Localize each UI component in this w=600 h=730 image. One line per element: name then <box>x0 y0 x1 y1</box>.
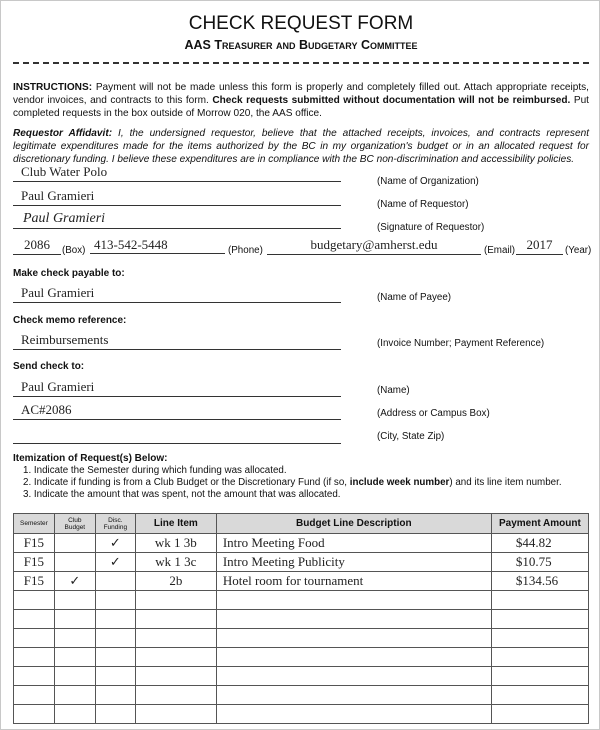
cell-disc-funding[interactable] <box>95 705 135 724</box>
cell-disc-funding[interactable] <box>95 572 135 591</box>
itemization-heading: Itemization of Request(s) Below: <box>13 453 168 464</box>
memo-heading: Check memo reference: <box>13 315 127 326</box>
cell-description[interactable]: Intro Meeting Publicity <box>216 553 491 572</box>
cell-club-budget[interactable] <box>54 629 95 648</box>
cell-amount[interactable] <box>491 667 588 686</box>
memo-field[interactable]: Reimbursements <box>13 332 341 350</box>
payable-heading: Make check payable to: <box>13 268 125 279</box>
cell-disc-funding[interactable] <box>95 686 135 705</box>
cell-line-item[interactable] <box>135 648 216 667</box>
cell-club-budget[interactable] <box>54 553 95 572</box>
box-label: (Box) <box>62 245 86 256</box>
cell-description[interactable] <box>216 648 491 667</box>
cell-line-item[interactable]: wk 1 3c <box>135 553 216 572</box>
itemization-table <box>13 513 589 724</box>
cell-description[interactable] <box>216 610 491 629</box>
year-label: (Year) <box>565 245 592 256</box>
itemization-item-2 <box>23 477 562 488</box>
cell-amount[interactable] <box>491 705 588 724</box>
header-club-budget: Club Budget <box>54 514 95 534</box>
itemization-item-3: 3. Indicate the amount that was spent, not the amount that was allocated. <box>23 489 341 500</box>
cell-club-budget[interactable] <box>54 591 95 610</box>
cell-description[interactable]: Hotel room for tournament <box>216 572 491 591</box>
cell-semester[interactable] <box>14 705 55 724</box>
box-field[interactable]: 2086 <box>13 237 61 255</box>
send-address-label: (Address or Campus Box) <box>377 408 490 419</box>
form-subtitle: AAS Treasurer and Budgetary Committee <box>184 38 418 52</box>
cell-line-item[interactable] <box>135 629 216 648</box>
header-description: Budget Line Description <box>216 514 491 534</box>
send-city-field[interactable] <box>13 425 341 444</box>
cell-semester[interactable] <box>14 591 55 610</box>
cell-semester[interactable]: F15 <box>14 553 55 572</box>
cell-description[interactable] <box>216 629 491 648</box>
send-heading: Send check to: <box>13 361 85 372</box>
signature-label: (Signature of Requestor) <box>377 222 485 233</box>
cell-semester[interactable] <box>14 667 55 686</box>
cell-amount[interactable]: $134.56 <box>491 572 588 591</box>
cell-club-budget[interactable] <box>54 705 95 724</box>
cell-semester[interactable] <box>14 648 55 667</box>
cell-description[interactable] <box>216 705 491 724</box>
cell-amount[interactable] <box>491 610 588 629</box>
cell-line-item[interactable] <box>135 705 216 724</box>
item-2-end: ) and its line item number. <box>449 477 562 488</box>
header-disc-funding: Disc. Funding <box>95 514 135 534</box>
year-field[interactable]: 2017 <box>516 237 563 255</box>
email-label: (Email) <box>484 245 516 256</box>
organization-field[interactable]: Club Water Polo <box>13 164 341 182</box>
phone-field[interactable]: 413-542-5448 <box>90 237 225 254</box>
payee-label: (Name of Payee) <box>377 292 452 303</box>
cell-disc-funding[interactable]: ✓ <box>95 553 135 572</box>
send-name-field[interactable]: Paul Gramieri <box>13 379 341 397</box>
cell-club-budget[interactable] <box>54 610 95 629</box>
table-row <box>14 591 589 610</box>
instructions-text: Payment will not be made unless this form is properly and completely filled out. Attach appropriate receipts, vendor invoices, and contracts to this form. <box>13 82 589 106</box>
cell-disc-funding[interactable] <box>95 648 135 667</box>
cell-amount[interactable]: $10.75 <box>491 553 588 572</box>
table-row <box>14 705 589 724</box>
header-line-item: Line Item <box>135 514 216 534</box>
send-name-label: (Name) <box>377 385 410 396</box>
itemization-item-1: 1. Indicate the Semester during which funding was allocated. <box>23 465 287 476</box>
memo-label: (Invoice Number; Payment Reference) <box>377 338 545 349</box>
organization-label: (Name of Organization) <box>377 176 479 187</box>
instructions <box>13 81 589 120</box>
cell-disc-funding[interactable] <box>95 667 135 686</box>
cell-line-item[interactable]: 2b <box>135 572 216 591</box>
affidavit-text: I, the undersigned requestor, believe that the attached receipts, invoices, and contracts represent legitimate expenditures made for the items authorized by the BC in my organization's budget or in an allocated request for discretionary funding. I believe these expenditures are in compliance with the BC non-discrimination and accessibility policies. <box>13 128 589 165</box>
cell-line-item[interactable] <box>135 610 216 629</box>
payee-field[interactable]: Paul Gramieri <box>13 285 341 303</box>
header-amount: Payment Amount <box>491 514 588 534</box>
send-city-label: (City, State Zip) <box>377 431 445 442</box>
cell-description[interactable] <box>216 591 491 610</box>
instructions-text-end: Put completed requests in the box outside of Morrow 020, the AAS office. <box>13 95 589 119</box>
send-address-field[interactable]: AC#2086 <box>13 402 341 420</box>
cell-club-budget[interactable] <box>54 534 95 553</box>
cell-disc-funding[interactable]: ✓ <box>95 534 135 553</box>
affidavit-label: Requestor Affidavit: <box>13 128 113 139</box>
cell-disc-funding[interactable] <box>95 610 135 629</box>
cell-line-item[interactable] <box>135 667 216 686</box>
cell-semester[interactable]: F15 <box>14 534 55 553</box>
cell-club-budget[interactable] <box>54 648 95 667</box>
cell-description[interactable] <box>216 686 491 705</box>
cell-amount[interactable]: $44.82 <box>491 534 588 553</box>
instructions-warning: Check requests submitted without documentation will not be reimbursed. <box>212 95 571 106</box>
cell-club-budget[interactable] <box>54 667 95 686</box>
signature-field[interactable]: Paul Gramieri <box>13 211 341 229</box>
cell-amount[interactable] <box>491 686 588 705</box>
divider <box>13 62 589 64</box>
cell-amount[interactable] <box>491 591 588 610</box>
cell-amount[interactable] <box>491 648 588 667</box>
cell-line-item[interactable]: wk 1 3b <box>135 534 216 553</box>
cell-club-budget[interactable]: ✓ <box>54 572 95 591</box>
cell-amount[interactable] <box>491 629 588 648</box>
table-header <box>14 514 589 534</box>
cell-semester[interactable] <box>14 610 55 629</box>
table-row <box>14 648 589 667</box>
table-row <box>14 686 589 705</box>
cell-description[interactable] <box>216 667 491 686</box>
email-field[interactable]: budgetary@amherst.edu <box>267 237 481 255</box>
requestor-field[interactable]: Paul Gramieri <box>13 188 341 206</box>
cell-line-item[interactable] <box>135 686 216 705</box>
cell-line-item[interactable] <box>135 591 216 610</box>
form-title: CHECK REQUEST FORM <box>188 13 414 34</box>
item-2-text: 2. Indicate if funding is from a Club Budget or the Discretionary Fund (if so, <box>23 477 350 488</box>
cell-disc-funding[interactable] <box>95 591 135 610</box>
cell-semester[interactable] <box>14 686 55 705</box>
affidavit <box>13 127 589 166</box>
instructions-label: INSTRUCTIONS: <box>13 82 93 93</box>
phone-label: (Phone) <box>228 245 263 256</box>
table-row <box>14 667 589 686</box>
cell-club-budget[interactable] <box>54 686 95 705</box>
table-row <box>14 534 589 553</box>
table-row <box>14 572 589 591</box>
table-row <box>14 629 589 648</box>
requestor-label: (Name of Requestor) <box>377 199 469 210</box>
cell-disc-funding[interactable] <box>95 629 135 648</box>
table-row <box>14 553 589 572</box>
cell-description[interactable]: Intro Meeting Food <box>216 534 491 553</box>
header-semester: Semester <box>14 514 55 534</box>
item-2-bold: include week number <box>349 477 450 488</box>
cell-semester[interactable] <box>14 629 55 648</box>
table-row <box>14 610 589 629</box>
cell-semester[interactable]: F15 <box>14 572 55 591</box>
